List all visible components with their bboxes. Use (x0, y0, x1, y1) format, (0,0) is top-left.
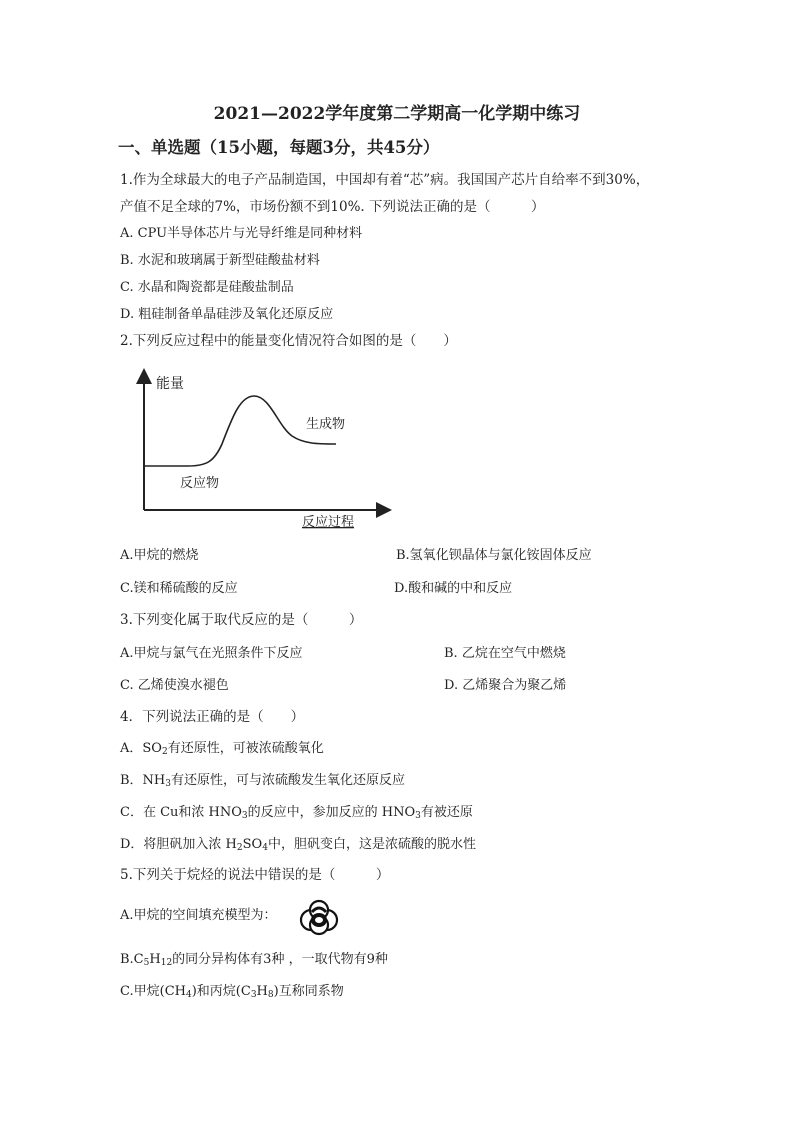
x-axis-label: 反应过程 (302, 515, 355, 530)
question-4-option-a: A．$SO_2$有还原性，可被浓硫酸氧化 (120, 741, 324, 757)
question-1-option-d: D. 粗硅制备单晶硅涉及氧化还原反应 (120, 307, 334, 322)
question-4-stem: 4．下列说法正确的是（ ） (120, 709, 305, 725)
section-heading: 一、单选题（15小题，每题3分，共45分） (118, 138, 440, 157)
question-4-option-d: D．将胆矾加入浓 $H_2SO_4$中，胆矾变白，这是浓硫酸的脱水性 (120, 837, 476, 853)
question-4-option-b: B．$NH_3$有还原性，可与浓硫酸发生氧化还原反应 (120, 773, 406, 789)
question-1-option-a: A. CPU半导体芯片与光导纤维是同种材料 (120, 226, 363, 241)
question-2-stem: 2.下列反应过程中的能量变化情况符合如图的是（ ） (120, 333, 457, 349)
question-5-option-c: C.甲烷$(CH_4)$和丙烷$(C_3H_8)$互称同系物 (120, 984, 344, 1000)
question-5-option-a: A.甲烷的空间填充模型为： (120, 908, 277, 923)
question-1-option-b: B. 水泥和玻璃属于新型硅酸盐材料 (120, 253, 320, 268)
question-3-option-a: A.甲烷与氯气在光照条件下反应 (120, 646, 303, 661)
question-1-stem-line1: 1.作为全球最大的电子产品制造国，中国却有着“芯”病。我国国产芯片自给率不到30%， (120, 172, 650, 188)
question-3-option-d: D. 乙烯聚合为聚乙烯 (444, 678, 567, 693)
question-1-stem-line2: 产值不足全球的7%，市场份额不到10%. 下列说法正确的是（ ） (120, 199, 545, 215)
product-label: 生成物 (306, 417, 346, 432)
question-1-option-c: C. 水晶和陶瓷都是硅酸盐制品 (120, 280, 294, 295)
question-4-option-c: C．在 Cu和浓 $HNO_3$的反应中，参加反应的 $HNO_3$有被还原 (120, 805, 473, 821)
question-2-option-b: B.氢氧化钡晶体与氯化铵固体反应 (396, 548, 592, 563)
methane-space-filling-model (296, 896, 342, 936)
energy-diagram (118, 366, 398, 532)
question-3-option-b: B. 乙烷在空气中燃烧 (444, 646, 566, 661)
question-2-option-d: D.酸和碱的中和反应 (394, 581, 513, 596)
y-axis-label: 能量 (156, 376, 184, 392)
question-2-option-c: C.镁和稀硫酸的反应 (120, 581, 238, 596)
question-5-stem: 5.下列关于烷烃的说法中错误的是（ ） (120, 867, 390, 883)
question-2-option-a: A.甲烷的燃烧 (120, 548, 199, 563)
reactant-label: 反应物 (180, 476, 220, 491)
page-title: 2021—2022学年度第二学期高一化学期中练习 (213, 104, 581, 124)
question-5-option-b: $B.C_5H_{12}$的同分异构体有3种 ，一取代物有9种 (120, 952, 388, 968)
question-3-option-c: C. 乙烯使溴水褪色 (120, 678, 229, 693)
question-3-stem: 3.下列变化属于取代反应的是（ ） (120, 612, 363, 628)
